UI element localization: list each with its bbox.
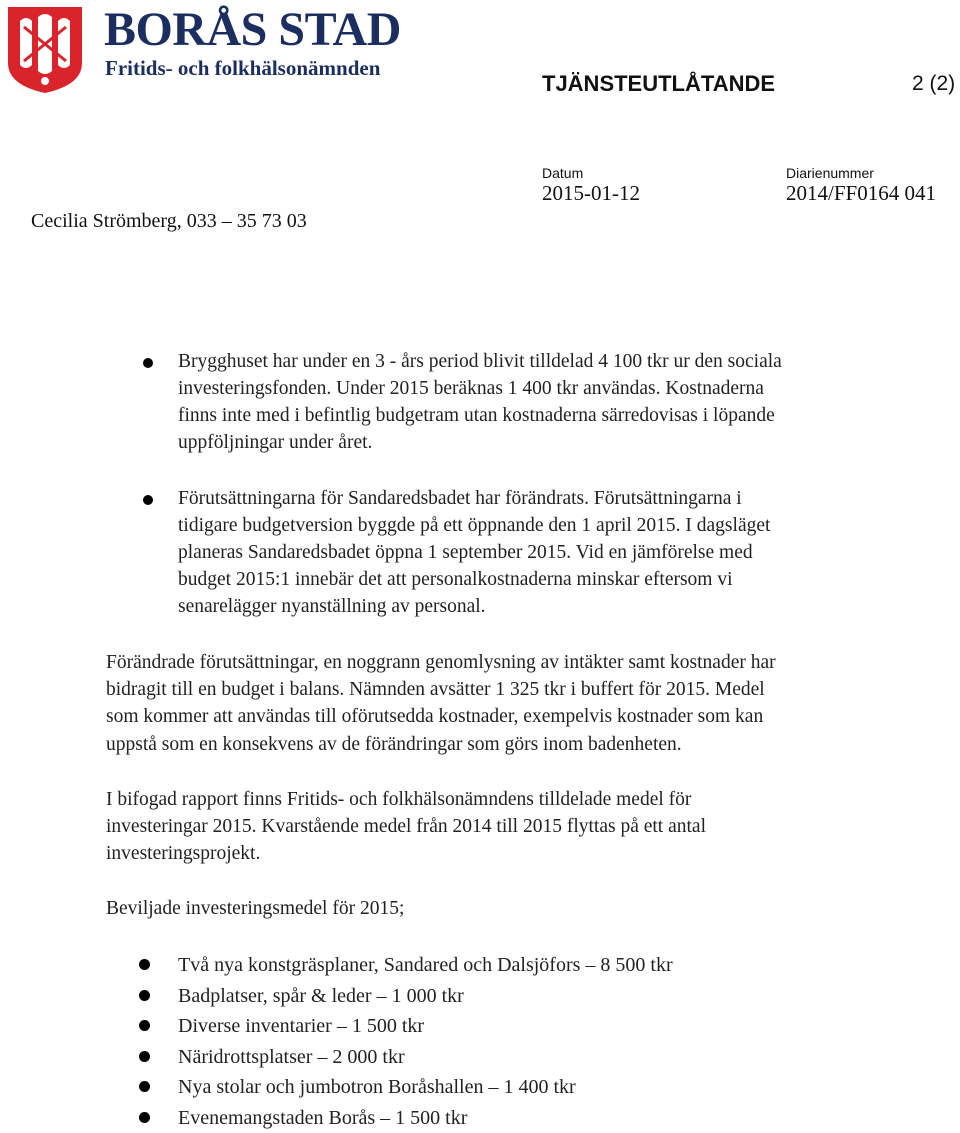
bullet-icon bbox=[143, 495, 153, 505]
list-item: Badplatser, spår & leder – 1 000 tkr bbox=[0, 981, 960, 1011]
document-type: TJÄNSTEUTLÅTANDE bbox=[542, 71, 776, 96]
bullet-text: Brygghuset har under en 3 - års period blivit tilldelad 4 100 tkr ur den sociala investeringsfonden. Under 2015 beräknas 1 400 tkr användas. Kostnaderna finns inte med i befintlig budgetram utan kostnaderna särredovisas i löpande uppföljningar under året. bbox=[178, 351, 782, 453]
registration-number-label: Diarienummer bbox=[786, 165, 874, 181]
bullet-icon bbox=[139, 1081, 150, 1092]
city-crest-logo bbox=[6, 5, 84, 95]
author-contact: Cecilia Strömberg, 033 – 35 73 03 bbox=[31, 210, 307, 232]
org-name: BORÅS STAD bbox=[104, 3, 401, 56]
bullet-icon bbox=[139, 990, 150, 1001]
registration-number-value: 2014/FF0164 041 bbox=[786, 181, 936, 205]
bullet-icon bbox=[139, 1020, 150, 1031]
bullet-text: Förutsättningarna för Sandaredsbadet har förändrats. Förutsättningarna i tidigare budgetversion byggde på ett öppnande den 1 april 2015. I dagsläget planeras Sandaredsbadet öppna 1 september 2015. Vid en jämförelse med budget 2015:1 innebär det att personalkostnaderna minskar eftersom vi senarelägger nyanställning av personal. bbox=[178, 488, 771, 617]
list-item: Nya stolar och jumbotron Boråshallen – 1 400 tkr bbox=[0, 1072, 960, 1102]
bullet-icon bbox=[139, 1112, 150, 1123]
date-value: 2015-01-12 bbox=[542, 181, 640, 205]
list-item: Näridrottsplatser – 2 000 tkr bbox=[0, 1042, 960, 1072]
paragraph-investment-report: I bifogad rapport finns Fritids- och folkhälsonämndens tilldelade medel för investeringar 2015. Kvarstående medel från 2014 till 2015 flyttas på ett antal investeringsprojekt. bbox=[106, 789, 706, 865]
list-item: Två nya konstgräsplaner, Sandared och Dalsjöfors – 8 500 tkr bbox=[0, 950, 960, 980]
paragraph-approved-investments: Beviljade investeringsmedel för 2015; bbox=[106, 898, 405, 919]
list-item: Diverse inventarier – 1 500 tkr bbox=[0, 1011, 960, 1041]
date-label: Datum bbox=[542, 165, 584, 181]
org-subtitle: Fritids- och folkhälsonämnden bbox=[105, 56, 381, 80]
page-number: 2 (2) bbox=[912, 72, 956, 95]
bullet-icon bbox=[143, 358, 153, 368]
list-item: Evenemangstaden Borås – 1 500 tkr bbox=[0, 1103, 960, 1133]
bullet-icon bbox=[139, 1051, 150, 1062]
paragraph-budget-balance: Förändrade förutsättningar, en noggrann genomlysning av intäkter samt kostnader har bidragit till en budget i balans. Nämnden avsätter 1 325 tkr i buffert för 2015. Medel som kommer att användas till oförutsedda kostnader, exempelvis kostnader som kan uppstå som en konsekvens av de förändringar som görs inom badenheten. bbox=[106, 652, 776, 755]
bullet-icon bbox=[139, 959, 150, 970]
